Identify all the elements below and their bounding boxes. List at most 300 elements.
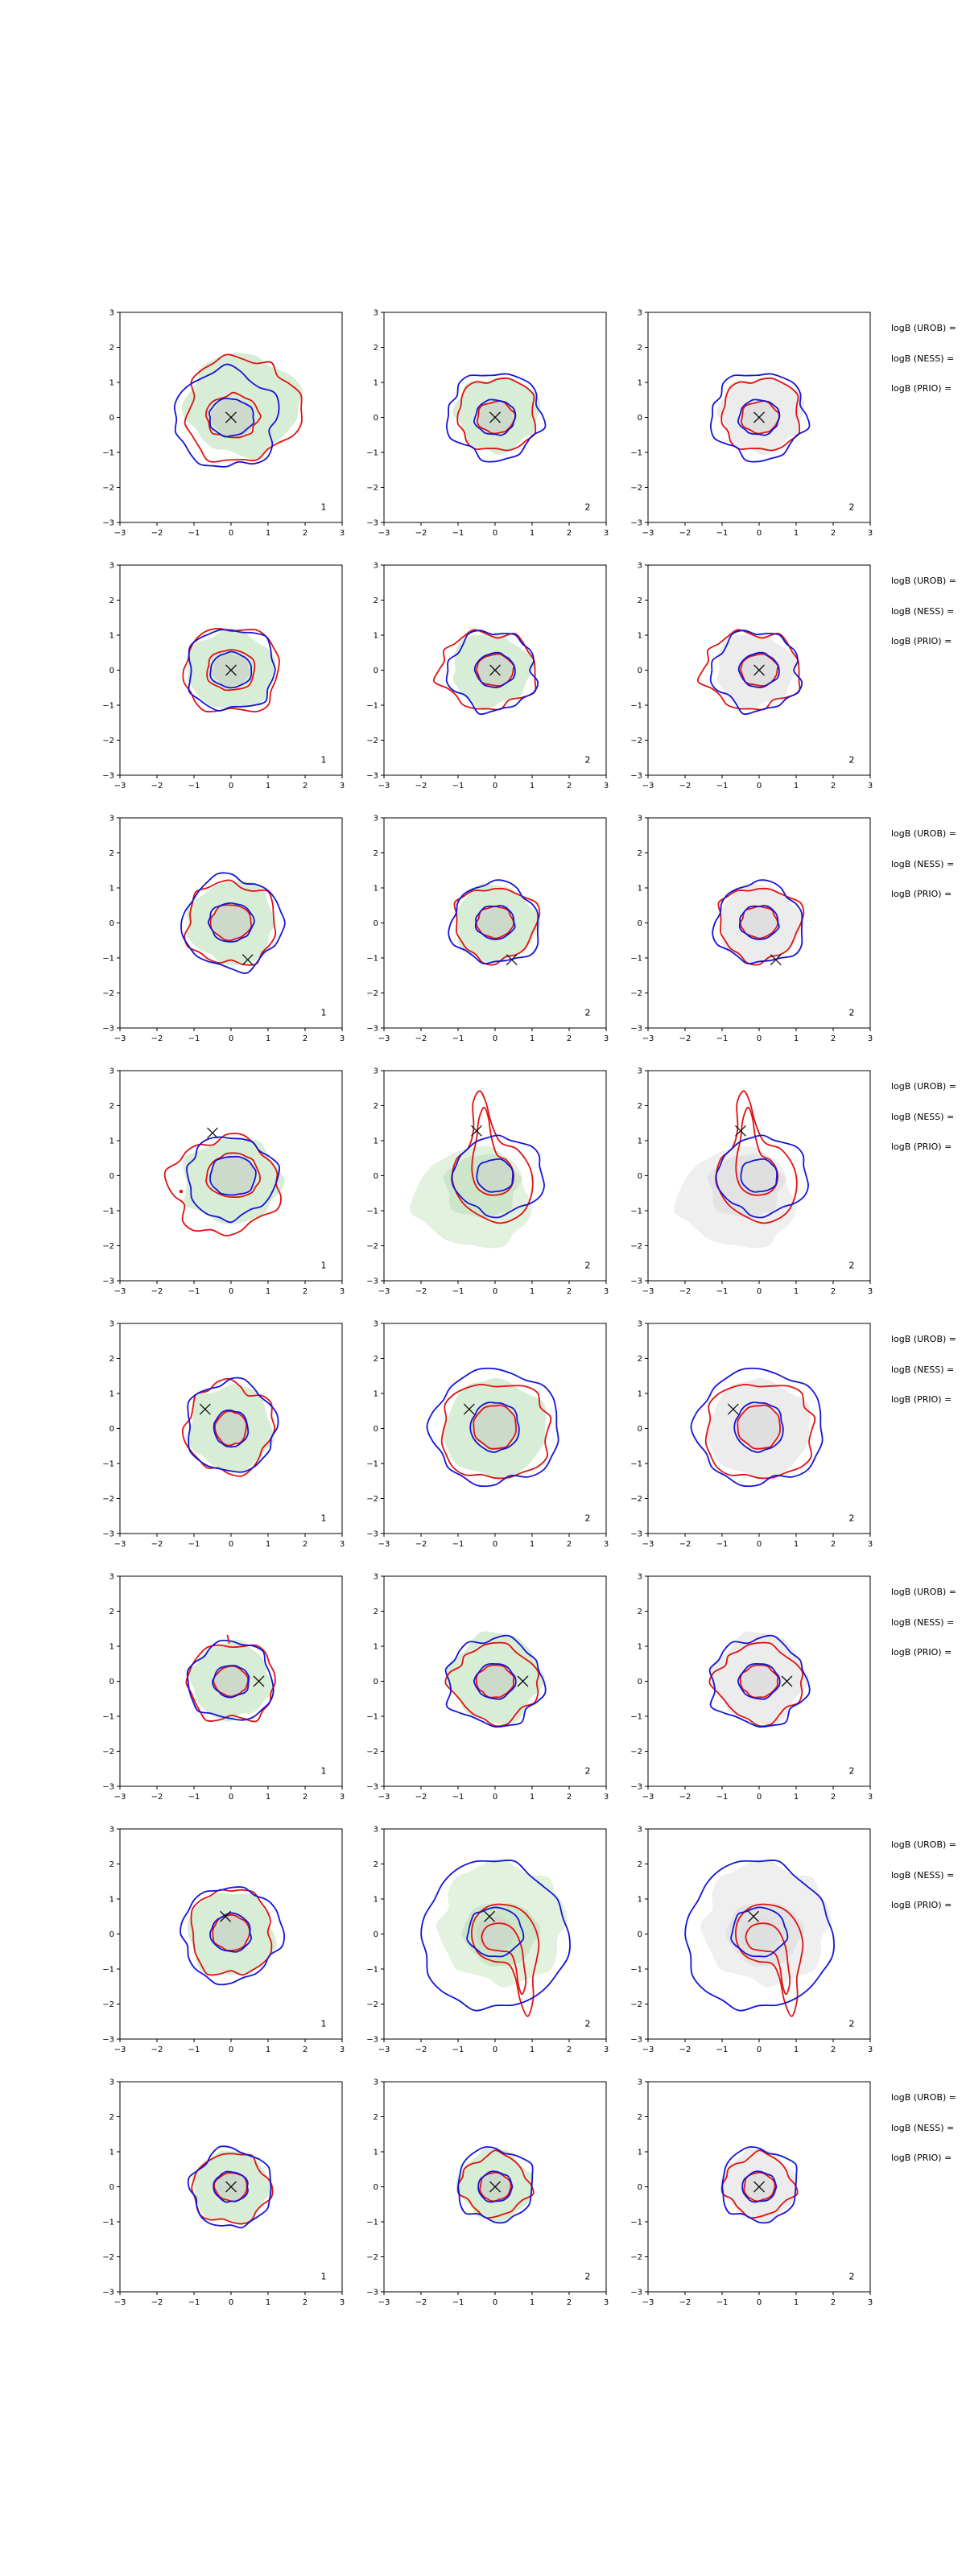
x-tick-label: 3 (339, 2298, 345, 2307)
logb-ness-label: logB (NESS) = (891, 1870, 955, 1880)
x-tick-label: 1 (793, 1540, 799, 1549)
corner-label: 2 (848, 1007, 855, 1018)
logb-prio-label: logB (PRIO) = (891, 889, 952, 899)
y-tick-label: 0 (373, 1678, 378, 1686)
y-tick-label: −2 (630, 2000, 642, 2009)
x-tick-label: −1 (188, 2298, 200, 2307)
y-tick-label: −1 (366, 448, 378, 458)
x-tick-label: −2 (415, 529, 427, 538)
x-tick-label: −2 (415, 1034, 427, 1043)
y-tick-label: 2 (373, 1102, 378, 1111)
y-tick-label: 3 (637, 308, 642, 318)
x-tick-label: −2 (415, 1287, 427, 1296)
y-tick-label: 0 (109, 1930, 114, 1939)
x-tick-label: 1 (793, 1287, 799, 1296)
y-tick-label: 1 (637, 1642, 642, 1652)
y-tick-label: −3 (630, 1782, 642, 1792)
x-tick-label: −3 (114, 1287, 126, 1296)
subplot-r6-c1 (83, 1563, 352, 1806)
logb-ness-label: logB (NESS) = (891, 1364, 955, 1375)
y-tick-label: 0 (109, 1172, 114, 1181)
y-tick-label: −2 (630, 989, 642, 998)
x-tick-label: −2 (151, 2046, 163, 2054)
x-tick-label: 2 (302, 1540, 308, 1549)
y-tick-label: −1 (102, 954, 114, 964)
y-tick-label: 3 (373, 2078, 378, 2087)
x-tick-label: −2 (151, 1793, 163, 1802)
y-tick-label: −3 (102, 2288, 114, 2297)
y-tick-label: 0 (637, 919, 642, 928)
y-tick-label: −1 (366, 1712, 378, 1722)
y-tick-label: −2 (630, 484, 642, 493)
x-tick-label: 2 (302, 782, 308, 791)
x-tick-label: 2 (566, 1793, 572, 1802)
subplot-r6-c2 (347, 1563, 616, 1806)
x-tick-label: 3 (603, 1540, 609, 1549)
x-tick-label: 1 (265, 1793, 271, 1802)
x-tick-label: −2 (151, 1287, 163, 1296)
x-tick-label: 0 (492, 1540, 498, 1549)
y-tick-label: −2 (630, 737, 642, 745)
x-tick-label: 3 (867, 2298, 873, 2307)
subplot-r4-c2 (347, 1058, 616, 1301)
y-tick-label: 2 (109, 1860, 114, 1869)
corner-label: 2 (848, 502, 855, 513)
y-tick-label: −1 (366, 1965, 378, 1975)
y-tick-label: −1 (630, 1712, 642, 1722)
subplot-r2-c1 (83, 552, 352, 795)
x-tick-label: 1 (265, 529, 271, 538)
subplot-r1-c1 (83, 299, 352, 543)
y-tick-label: 3 (109, 1319, 114, 1329)
subplot-r2-c3 (611, 552, 880, 795)
y-tick-label: −3 (366, 518, 378, 528)
y-tick-label: 2 (109, 1608, 114, 1616)
y-tick-label: 3 (637, 1319, 642, 1329)
y-tick-label: 0 (109, 919, 114, 928)
y-tick-label: 2 (373, 344, 378, 353)
x-tick-label: 3 (867, 2046, 873, 2054)
x-tick-label: 0 (756, 1540, 762, 1549)
x-tick-label: 1 (793, 1793, 799, 1802)
y-tick-label: −3 (630, 1277, 642, 1286)
logb-ness-label: logB (NESS) = (891, 859, 955, 869)
y-tick-label: 1 (109, 1137, 114, 1146)
subplot-r8-c1 (83, 2069, 352, 2312)
y-tick-label: 0 (373, 414, 378, 423)
x-tick-label: −2 (679, 1287, 691, 1296)
x-tick-label: 0 (756, 1034, 762, 1043)
x-tick-label: 2 (302, 2046, 308, 2054)
y-tick-label: 0 (109, 414, 114, 423)
y-tick-label: 1 (109, 1642, 114, 1652)
x-tick-label: 1 (529, 1793, 535, 1802)
x-tick-label: 1 (529, 782, 535, 791)
y-tick-label: 0 (109, 1425, 114, 1434)
logb-urob-label: logB (UROB) = (891, 828, 957, 839)
x-tick-label: 1 (529, 1540, 535, 1549)
logb-prio-label: logB (PRIO) = (891, 383, 952, 394)
y-tick-label: −3 (366, 2288, 378, 2297)
corner-label: 1 (320, 1260, 327, 1271)
y-tick-label: 2 (109, 597, 114, 605)
x-tick-label: −3 (114, 1034, 126, 1043)
x-tick-label: −3 (114, 1540, 126, 1549)
logb-ness-label: logB (NESS) = (891, 1112, 955, 1122)
x-tick-label: −1 (188, 782, 200, 791)
y-tick-label: 0 (373, 1930, 378, 1939)
y-tick-label: 2 (637, 1860, 642, 1869)
y-tick-label: −2 (102, 484, 114, 493)
subplot-r8-c3 (611, 2069, 880, 2312)
x-tick-label: −1 (188, 1540, 200, 1549)
y-tick-label: −1 (102, 701, 114, 711)
x-tick-label: 1 (793, 1034, 799, 1043)
x-tick-label: −1 (188, 529, 200, 538)
x-tick-label: 2 (302, 1793, 308, 1802)
x-tick-label: 1 (793, 2298, 799, 2307)
y-tick-label: −2 (366, 1242, 378, 1251)
x-tick-label: 0 (756, 529, 762, 538)
y-tick-label: −3 (630, 2035, 642, 2045)
x-tick-label: 2 (566, 529, 572, 538)
y-tick-label: −3 (102, 1277, 114, 1286)
logb-ness-label: logB (NESS) = (891, 606, 955, 617)
x-tick-label: 3 (603, 529, 609, 538)
x-tick-label: 3 (603, 1793, 609, 1802)
y-tick-label: 1 (373, 1895, 378, 1905)
y-tick-label: 3 (373, 1319, 378, 1329)
x-tick-label: 3 (339, 1287, 345, 1296)
y-tick-label: −1 (366, 1207, 378, 1216)
subplot-r3-c2 (347, 805, 616, 1048)
subplot-r2-c2 (347, 552, 616, 795)
y-tick-label: −1 (102, 1712, 114, 1722)
x-tick-label: 2 (830, 1287, 836, 1296)
corner-label: 2 (584, 2018, 591, 2029)
x-tick-label: −2 (151, 1034, 163, 1043)
x-tick-label: −1 (716, 1540, 729, 1549)
y-tick-label: 2 (637, 2113, 642, 2122)
x-tick-label: −2 (151, 529, 163, 538)
x-tick-label: −1 (452, 2046, 464, 2054)
y-tick-label: 3 (637, 814, 642, 824)
x-tick-label: −1 (716, 782, 729, 791)
y-tick-label: −2 (366, 989, 378, 998)
x-tick-label: 2 (566, 1034, 572, 1043)
y-tick-label: 1 (109, 1389, 114, 1399)
x-tick-label: 1 (529, 2298, 535, 2307)
y-tick-label: 1 (373, 2148, 378, 2157)
x-tick-label: 2 (566, 1540, 572, 1549)
x-tick-label: 0 (756, 782, 762, 791)
x-tick-label: −1 (716, 1793, 729, 1802)
x-tick-label: 0 (492, 1793, 498, 1802)
x-tick-label: −1 (452, 1793, 464, 1802)
y-tick-label: 0 (373, 919, 378, 928)
y-tick-label: −1 (366, 2218, 378, 2227)
logb-prio-label: logB (PRIO) = (891, 2153, 952, 2163)
x-tick-label: 1 (265, 1540, 271, 1549)
y-tick-label: −3 (630, 1024, 642, 1034)
y-tick-label: 0 (637, 1930, 642, 1939)
x-tick-label: −1 (452, 529, 464, 538)
logb-urob-label: logB (UROB) = (891, 323, 957, 333)
y-tick-label: 0 (637, 1172, 642, 1181)
y-tick-label: 0 (637, 2183, 642, 2192)
corner-label: 2 (584, 2271, 591, 2282)
x-tick-label: −2 (679, 1034, 691, 1043)
corner-label: 2 (584, 502, 591, 513)
y-tick-label: 1 (373, 1137, 378, 1146)
y-tick-label: −3 (630, 518, 642, 528)
x-tick-label: −3 (642, 1540, 654, 1549)
x-tick-label: 3 (603, 782, 609, 791)
x-tick-label: 3 (867, 1793, 873, 1802)
y-tick-label: 3 (373, 814, 378, 824)
y-tick-label: 3 (109, 1825, 114, 1835)
y-tick-label: −2 (102, 1748, 114, 1757)
x-tick-label: 3 (339, 1540, 345, 1549)
y-tick-label: −1 (630, 1965, 642, 1975)
x-tick-label: −2 (679, 529, 691, 538)
x-tick-label: −2 (679, 2046, 691, 2054)
x-tick-label: −1 (452, 2298, 464, 2307)
y-tick-label: 0 (637, 1425, 642, 1434)
x-tick-label: 2 (830, 1793, 836, 1802)
x-tick-label: 3 (339, 529, 345, 538)
x-tick-label: 2 (830, 529, 836, 538)
x-tick-label: 3 (867, 1034, 873, 1043)
corner-label: 1 (320, 1007, 327, 1018)
y-tick-label: 0 (373, 1172, 378, 1181)
corner-label: 2 (848, 1765, 855, 1777)
x-tick-label: 2 (302, 1287, 308, 1296)
x-tick-label: 1 (529, 1034, 535, 1043)
y-tick-label: 2 (109, 1355, 114, 1364)
subplot-r1-c2 (347, 299, 616, 543)
x-tick-label: 0 (756, 1287, 762, 1296)
x-tick-label: 1 (529, 2046, 535, 2054)
y-tick-label: 3 (637, 561, 642, 571)
y-tick-label: 3 (109, 561, 114, 571)
subplot-r3-c1 (83, 805, 352, 1048)
x-tick-label: −1 (716, 2298, 729, 2307)
corner-label: 1 (320, 502, 327, 513)
y-tick-label: −1 (366, 701, 378, 711)
x-tick-label: 1 (793, 529, 799, 538)
y-tick-label: 0 (373, 667, 378, 675)
x-tick-label: 2 (830, 1034, 836, 1043)
subplot-r7-c3 (611, 1816, 880, 2059)
y-tick-label: 2 (109, 344, 114, 353)
y-tick-label: −1 (630, 1459, 642, 1469)
x-tick-label: −3 (378, 2298, 390, 2307)
x-tick-label: 3 (603, 1287, 609, 1296)
x-tick-label: 0 (492, 529, 498, 538)
x-tick-label: −1 (452, 1287, 464, 1296)
corner-label: 2 (848, 1260, 855, 1271)
y-tick-label: −2 (102, 2253, 114, 2262)
y-tick-label: 1 (373, 378, 378, 388)
x-tick-label: 3 (867, 529, 873, 538)
x-tick-label: 2 (302, 2298, 308, 2307)
corner-label: 1 (320, 2018, 327, 2029)
logb-urob-label: logB (UROB) = (891, 2092, 957, 2103)
x-tick-label: −3 (114, 529, 126, 538)
y-tick-label: 2 (637, 1355, 642, 1364)
x-tick-label: −3 (114, 1793, 126, 1802)
subplot-r4-c3 (611, 1058, 880, 1301)
x-tick-label: −3 (642, 2046, 654, 2054)
x-tick-label: 0 (228, 1287, 234, 1296)
x-tick-label: −1 (188, 1793, 200, 1802)
y-tick-label: 3 (109, 814, 114, 824)
x-tick-label: −3 (642, 1034, 654, 1043)
y-tick-label: −3 (366, 1024, 378, 1034)
y-tick-label: −1 (366, 954, 378, 964)
y-tick-label: −2 (366, 1748, 378, 1757)
y-tick-label: 0 (109, 1678, 114, 1686)
y-tick-label: −2 (102, 1242, 114, 1251)
x-tick-label: 0 (228, 782, 234, 791)
y-tick-label: −1 (102, 448, 114, 458)
y-tick-label: 1 (109, 2148, 114, 2157)
logb-urob-label: logB (UROB) = (891, 1587, 957, 1597)
x-tick-label: 3 (867, 1540, 873, 1549)
x-tick-label: 0 (228, 1793, 234, 1802)
x-tick-label: 2 (566, 1287, 572, 1296)
y-tick-label: 0 (109, 2183, 114, 2192)
corner-label: 2 (584, 1260, 591, 1271)
contour-spur (227, 1635, 229, 1644)
x-tick-label: −3 (642, 1793, 654, 1802)
x-tick-label: 2 (830, 782, 836, 791)
y-tick-label: 1 (637, 1895, 642, 1905)
subplot-r4-c1 (83, 1058, 352, 1301)
x-tick-label: 0 (492, 2298, 498, 2307)
x-tick-label: 0 (756, 1793, 762, 1802)
y-tick-label: 0 (373, 1425, 378, 1434)
corner-label: 2 (584, 754, 591, 766)
y-tick-label: 1 (637, 631, 642, 641)
x-tick-label: 1 (265, 2046, 271, 2054)
y-tick-label: −3 (630, 771, 642, 781)
x-tick-label: 3 (603, 2046, 609, 2054)
x-tick-label: −3 (378, 1793, 390, 1802)
logb-ness-label: logB (NESS) = (891, 1617, 955, 1628)
y-tick-label: −2 (102, 989, 114, 998)
y-tick-label: −3 (102, 1530, 114, 1539)
y-tick-label: −3 (102, 518, 114, 528)
y-tick-label: 1 (109, 378, 114, 388)
y-tick-label: 3 (637, 1825, 642, 1835)
logb-prio-label: logB (PRIO) = (891, 1647, 952, 1657)
x-tick-label: −3 (642, 2298, 654, 2307)
x-tick-label: −1 (452, 1034, 464, 1043)
x-tick-label: 2 (830, 1540, 836, 1549)
x-tick-label: 0 (492, 1034, 498, 1043)
y-tick-label: 2 (373, 1608, 378, 1616)
y-tick-label: −3 (366, 2035, 378, 2045)
y-tick-label: 3 (637, 2078, 642, 2087)
x-tick-label: −2 (415, 782, 427, 791)
corner-label: 1 (320, 1765, 327, 1777)
x-tick-label: 2 (830, 2046, 836, 2054)
y-tick-label: 3 (109, 1067, 114, 1076)
x-tick-label: −2 (151, 782, 163, 791)
x-tick-label: −3 (114, 2298, 126, 2307)
y-tick-label: −1 (366, 1459, 378, 1469)
y-tick-label: 1 (637, 378, 642, 388)
logb-prio-label: logB (PRIO) = (891, 1394, 952, 1405)
logb-ness-label: logB (NESS) = (891, 2123, 955, 2133)
y-tick-label: −3 (630, 2288, 642, 2297)
x-tick-label: −2 (415, 1540, 427, 1549)
y-tick-label: 3 (637, 1572, 642, 1582)
x-tick-label: 3 (339, 2046, 345, 2054)
y-tick-label: 3 (109, 308, 114, 318)
y-tick-label: −2 (630, 1495, 642, 1504)
y-tick-label: 3 (637, 1067, 642, 1076)
y-tick-label: −3 (102, 2035, 114, 2045)
x-tick-label: −2 (679, 2298, 691, 2307)
x-tick-label: 3 (603, 1034, 609, 1043)
x-tick-label: −2 (679, 1793, 691, 1802)
y-tick-label: 3 (373, 1067, 378, 1076)
y-tick-label: 2 (373, 2113, 378, 2122)
x-tick-label: −2 (151, 1540, 163, 1549)
x-tick-label: −2 (415, 2046, 427, 2054)
subplot-r1-c3 (611, 299, 880, 543)
corner-label: 1 (320, 1513, 327, 1524)
x-tick-label: 3 (867, 782, 873, 791)
corner-label: 2 (848, 754, 855, 766)
y-tick-label: −1 (630, 954, 642, 964)
y-tick-label: 1 (373, 631, 378, 641)
corner-label: 1 (320, 754, 327, 766)
y-tick-label: 2 (109, 2113, 114, 2122)
x-tick-label: 3 (339, 1793, 345, 1802)
y-tick-label: 2 (373, 597, 378, 605)
y-tick-label: 1 (373, 1389, 378, 1399)
x-tick-label: −1 (716, 2046, 729, 2054)
x-tick-label: −2 (679, 1540, 691, 1549)
y-tick-label: −3 (630, 1530, 642, 1539)
y-tick-label: −2 (102, 1495, 114, 1504)
y-tick-label: 1 (109, 631, 114, 641)
x-tick-label: 2 (302, 1034, 308, 1043)
y-tick-label: −1 (630, 1207, 642, 1216)
y-tick-label: −1 (102, 1459, 114, 1469)
subplot-r6-c3 (611, 1563, 880, 1806)
corner-label: 2 (848, 1513, 855, 1524)
x-tick-label: 1 (265, 782, 271, 791)
y-tick-label: 2 (637, 1102, 642, 1111)
x-tick-label: 3 (339, 782, 345, 791)
logb-ness-label: logB (NESS) = (891, 353, 955, 364)
y-tick-label: 0 (637, 1678, 642, 1686)
subplot-r5-c1 (83, 1311, 352, 1554)
y-tick-label: 1 (373, 1642, 378, 1652)
y-tick-label: −2 (366, 484, 378, 493)
y-tick-label: 0 (109, 667, 114, 675)
x-tick-label: 1 (793, 2046, 799, 2054)
y-tick-label: −1 (630, 448, 642, 458)
y-tick-label: −2 (630, 2253, 642, 2262)
x-tick-label: 1 (265, 2298, 271, 2307)
y-tick-label: 1 (637, 2148, 642, 2157)
